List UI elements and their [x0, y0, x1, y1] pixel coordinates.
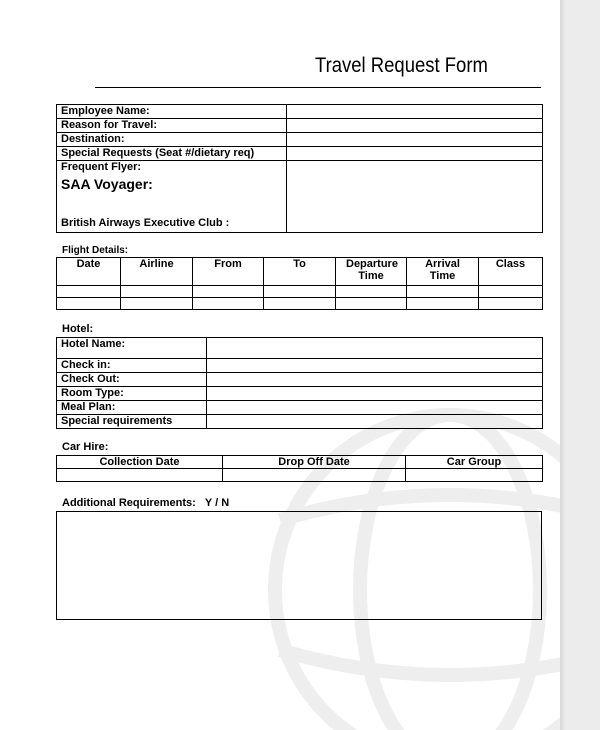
meal-plan-field[interactable] [207, 401, 543, 415]
check-out-field[interactable] [207, 373, 543, 387]
title-rule [95, 87, 541, 88]
room-type-label: Room Type: [57, 387, 207, 401]
flight-cell[interactable] [336, 298, 407, 310]
employee-name-label: Employee Name: [57, 105, 287, 119]
check-out-label: Check Out: [57, 373, 207, 387]
hotel-label: Hotel: [62, 323, 94, 335]
check-in-label: Check in: [57, 359, 207, 373]
flight-cell[interactable] [193, 286, 264, 298]
additional-requirements-row [62, 497, 229, 509]
special-requests-field[interactable] [287, 147, 543, 161]
employee-table [56, 104, 543, 233]
room-type-field[interactable] [207, 387, 543, 401]
reason-field[interactable] [287, 119, 543, 133]
frequent-flyer-cell [57, 161, 287, 233]
flight-col-arrival: Arrival Time [407, 258, 479, 286]
check-in-field[interactable] [207, 359, 543, 373]
flight-cell[interactable] [121, 298, 193, 310]
hotel-name-field[interactable] [207, 338, 543, 359]
flight-cell[interactable] [336, 286, 407, 298]
special-requirements-label: Special requirements [57, 415, 207, 429]
destination-label: Destination: [57, 133, 287, 147]
flight-cell[interactable] [479, 298, 543, 310]
flight-cell[interactable] [479, 286, 543, 298]
destination-field[interactable] [287, 133, 543, 147]
additional-requirements-table [56, 511, 542, 620]
hotel-name-label: Hotel Name: [57, 338, 207, 359]
car-drop-off-field[interactable] [223, 469, 406, 482]
special-requirements-field[interactable] [207, 415, 543, 429]
flight-col-class: Class [479, 258, 543, 286]
flight-col-airline: Airline [121, 258, 193, 286]
car-col-car-group: Car Group [406, 456, 543, 469]
car-hire-label: Car Hire: [62, 441, 109, 453]
flight-cell[interactable] [264, 298, 336, 310]
flight-cell[interactable] [193, 298, 264, 310]
hotel-table [56, 337, 543, 429]
flight-details-label: Flight Details: [62, 245, 129, 256]
british-airways-label: British Airways Executive Club : [61, 217, 230, 229]
flight-table [56, 257, 543, 310]
special-requests-label: Special Requests (Seat #/dietary req) [57, 147, 287, 161]
reason-label: Reason for Travel: [57, 119, 287, 133]
employee-name-field[interactable] [287, 105, 543, 119]
frequent-flyer-field[interactable] [287, 161, 543, 233]
car-group-field[interactable] [406, 469, 543, 482]
flight-cell[interactable] [407, 298, 479, 310]
page-shadow [560, 0, 566, 730]
flight-cell[interactable] [121, 286, 193, 298]
car-hire-table [56, 455, 543, 482]
flight-col-departure: Departure Time [336, 258, 407, 286]
additional-requirements-field[interactable] [57, 512, 542, 620]
flight-cell[interactable] [407, 286, 479, 298]
form-title: Travel Request Form [315, 54, 488, 77]
car-col-collection-date: Collection Date [57, 456, 223, 469]
flight-cell[interactable] [264, 286, 336, 298]
flight-col-date: Date [57, 258, 121, 286]
flight-cell[interactable] [57, 286, 121, 298]
flight-col-to: To [264, 258, 336, 286]
additional-requirements-label: Additional Requirements: [62, 497, 196, 509]
flight-cell[interactable] [57, 298, 121, 310]
flight-col-from: From [193, 258, 264, 286]
frequent-flyer-label: Frequent Flyer: [61, 161, 142, 173]
saa-voyager-label: SAA Voyager: [61, 176, 153, 192]
additional-requirements-yn: Y / N [204, 497, 230, 509]
meal-plan-label: Meal Plan: [57, 401, 207, 415]
car-col-drop-off-date: Drop Off Date [223, 456, 406, 469]
car-collection-field[interactable] [57, 469, 223, 482]
